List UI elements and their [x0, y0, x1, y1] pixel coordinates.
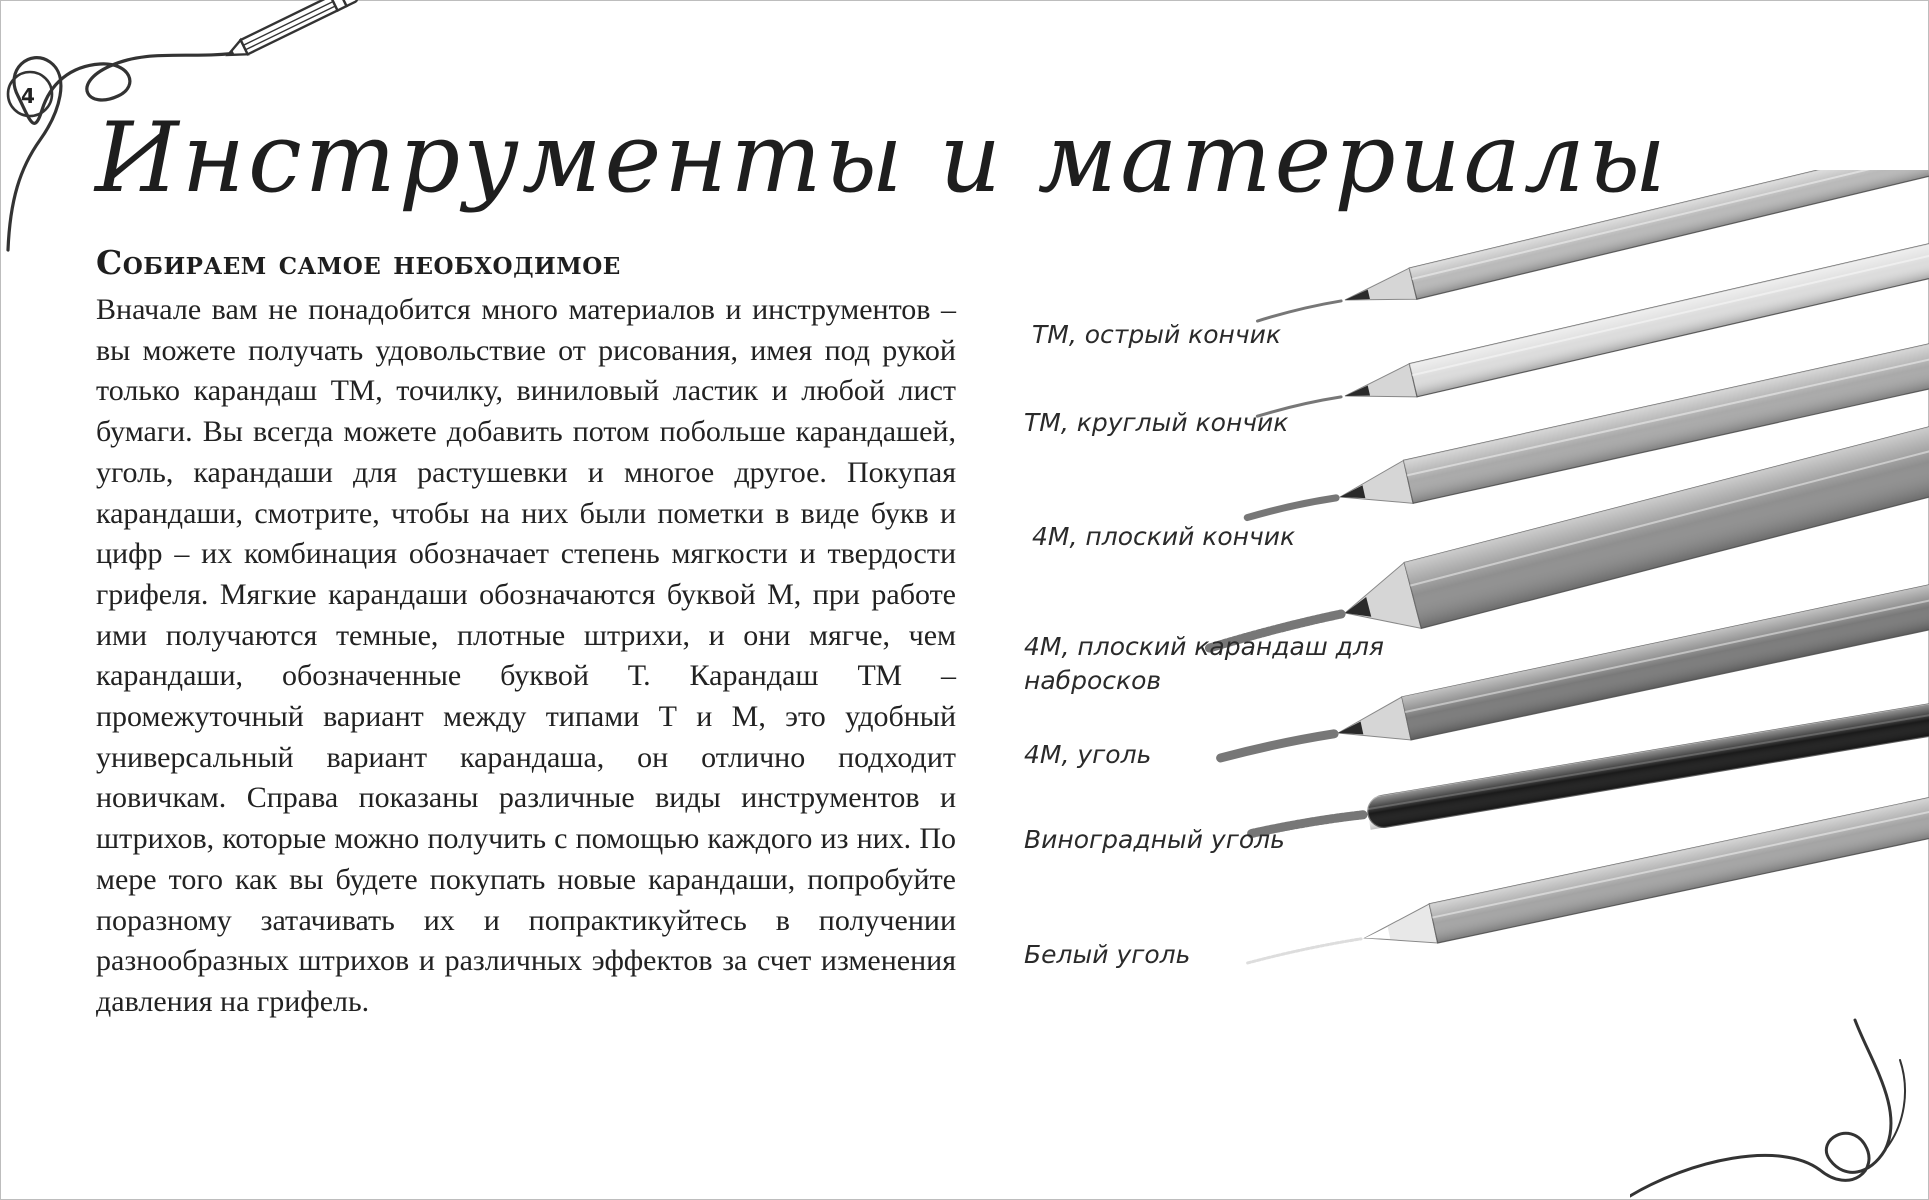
section-heading: Собираем самое необходимое: [96, 243, 621, 282]
tool-label-4m-charcoal: 4М, уголь: [1024, 740, 1152, 769]
decorative-swirl-icon: [1630, 1000, 1929, 1198]
body-paragraph: Вначале вам не понадобится много материалов и инструментов – вы можете получать удовольствие от рисования, имея под рукой только карандаш ТМ, точилку, виниловый ластик и любой лист бумаги. Вы всегда можете добавить потом побольше карандашей, уголь, карандаши для растушевки и многое другое. Покупая карандаши, смотрите, чтобы на них были пометки в виде букв и цифр – их комбинация обозначает степень мягкости и твердости грифеля. Мягкие карандаши обозначаются буквой М, при работе ими получаются темные, плотные штрихи, и они мягче, чем карандаши, обозначенные буквой Т. Карандаш ТМ – промежуточный вариант между типами Т и М, это удобный универсальный вариант карандаша, он отлично подходит новичкам. Справа показаны различные виды инструментов и штрихов, которые можно получить с помощью каждого из них. По мере того как вы будете покупать новые карандаши, попробуйте поразному затачивать их и попрактикуйтесь в получении разнообразных штрихов и различных эффектов за счет изменения давления на грифель.: [96, 293, 956, 1018]
page-number: 4: [21, 84, 35, 108]
tool-label-tm-sharp-tip: ТМ, острый кончик: [1032, 320, 1281, 349]
pencil-1: [1254, 170, 1929, 337]
tool-label-vine-charcoal: Виноградный уголь: [1024, 825, 1285, 854]
tool-label-4m-sketch-pencil: 4М, плоский карандаш для набросков: [1024, 632, 1384, 695]
tool-label-4m-flat-tip: 4М, плоский кончик: [1032, 522, 1296, 551]
tool-label-tm-round-tip: ТМ, круглый кончик: [1024, 408, 1289, 437]
page-title: Инструменты и материалы: [95, 102, 1670, 214]
pencil-illustrations: [1190, 170, 1929, 970]
tool-label-white-charcoal: Белый уголь: [1024, 940, 1191, 969]
